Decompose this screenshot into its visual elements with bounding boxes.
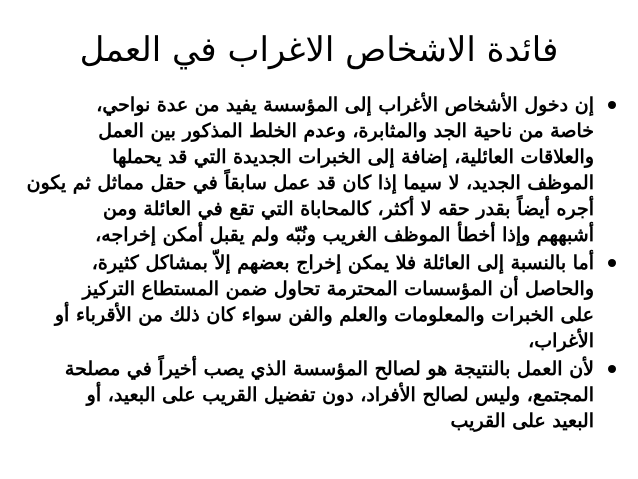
- bullet-line: أشبههم وإذا أخطأ الموظف الغريب ونُبّه ولم يقبل أمكن إخراجه،: [95, 224, 594, 246]
- bullet-line: على الخبرات والمعلومات والعلم والفن سواء كان ذلك من الأقرباء أو: [54, 304, 594, 326]
- bullet-line: الموظف الجديد، لا سيما إذا كان قد عمل سابقاً في حقل مماثل ثم يكون: [26, 172, 594, 194]
- bullet-item: [6, 356, 616, 434]
- bullet-line: المجتمع، وليس لصالح الأفراد، دون تفضيل القريب على البعيد، أو: [86, 384, 594, 406]
- bullet-item: [6, 92, 616, 248]
- slide-title: فائدة الاشخاص الاغراب في العمل: [79, 30, 559, 70]
- bullet-line: خاصة من ناحية الجد والمثابرة، وعدم الخلط المذكور بين العمل: [98, 120, 594, 142]
- bullet-line: والحاصل أن المؤسسات المحترمة تحاول ضمن المستطاع التركيز: [82, 278, 594, 300]
- bullet-line: أما بالنسبة إلى العائلة فلا يمكن إخراج بعضهم إلاّ بمشاكل كثيرة،: [91, 252, 594, 274]
- bullet-line: البعيد على القريب: [450, 410, 594, 432]
- bullet-list: [6, 92, 616, 436]
- bullet-line: الأغراب،: [528, 330, 594, 352]
- bullet-dot-icon: [608, 259, 616, 267]
- bullet-line: أجره أيضاً بقدر حقه لا أكثر، كالمحاباة التي تقع في العائلة ومن: [102, 198, 594, 220]
- bullet-dot-icon: [608, 101, 616, 109]
- bullet-line: والعلاقات العائلية، إضافة إلى الخبرات الجديدة التي قد يحملها: [112, 146, 594, 168]
- bullet-dot-icon: [608, 365, 616, 373]
- bullet-item: [6, 250, 616, 354]
- bullet-line: لأن العمل بالنتيجة هو لصالح المؤسسة الذي يصب أخيراً في مصلحة: [64, 358, 594, 380]
- bullet-line: إن دخول الأشخاص الأغراب إلى المؤسسة يفيد من عدة نواحي،: [96, 94, 594, 116]
